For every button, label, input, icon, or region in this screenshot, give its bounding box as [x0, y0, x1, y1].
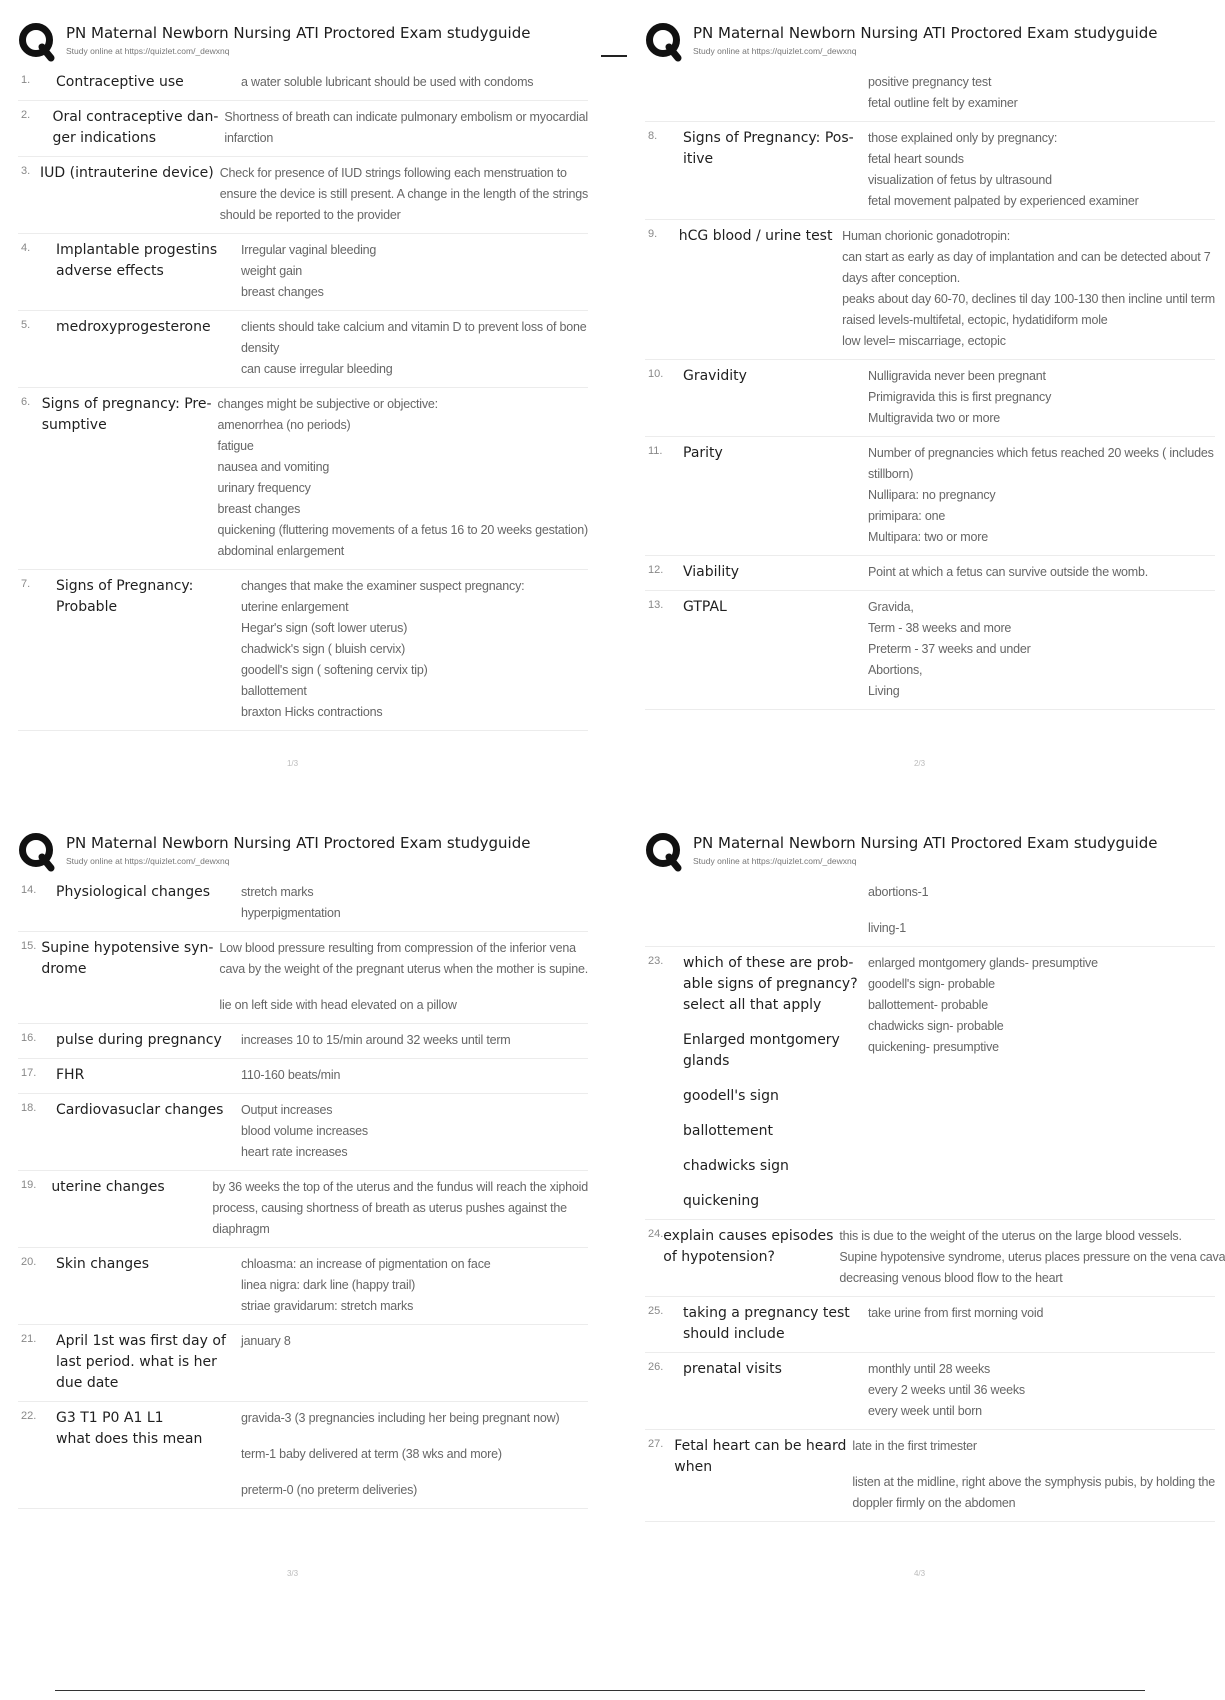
definition-cell — [241, 1030, 588, 1051]
definition-line: Preterm - 37 weeks and under — [868, 642, 1031, 656]
term-line: prenatal visits — [683, 1361, 782, 1377]
definition-line: Multigravida two or more — [868, 411, 1001, 425]
definition-line: uterine enlargement — [241, 600, 349, 614]
line-gap — [683, 1177, 862, 1191]
definition-line: positive pregnancy test — [868, 75, 992, 89]
definition-line: Primigravida this is first pregnancy — [868, 390, 1052, 404]
definition-line: changes that make the examiner suspect pregnancy: — [241, 579, 525, 593]
term-cell — [56, 576, 241, 723]
term-line: Oral contraceptive dan- — [52, 109, 219, 125]
definition-line: abdominal enlargement — [217, 544, 344, 558]
definition-continued — [645, 72, 1215, 114]
study-page-2 — [627, 0, 1215, 790]
table-row — [18, 1248, 588, 1325]
definition-line: abortions-1 — [868, 885, 929, 899]
term-line: IUD (intrauterine device) — [40, 165, 214, 181]
definition-line: Term - 38 weeks and more — [868, 621, 1012, 635]
term-line: itive — [683, 151, 714, 167]
term-line: pulse during pregnancy — [56, 1032, 222, 1048]
term-cell — [56, 1030, 241, 1051]
definition-line: days after conception. — [842, 271, 961, 285]
table-row — [18, 1024, 588, 1059]
row-number: 22. — [21, 1410, 37, 1422]
definition-line: striae gravidarum: stretch marks — [241, 1299, 414, 1313]
row-number: 3. — [21, 165, 31, 177]
definition-line: quickening (fluttering movements of a fetus 16 to 20 weeks gestation) — [217, 523, 588, 537]
definition-cell — [241, 882, 588, 924]
definition-cell — [219, 938, 588, 1016]
term-line: uterine changes — [51, 1179, 165, 1195]
definition-line: listen at the midline, right above the symphysis pubis, by holding the — [852, 1475, 1215, 1489]
table-row — [18, 932, 588, 1024]
term-cell — [40, 163, 220, 226]
definition-line: Gravida, — [868, 600, 914, 614]
row-number: 13. — [648, 599, 664, 611]
definition-line: hyperpigmentation — [241, 906, 341, 920]
definition-line: a water soluble lubricant should be used with condoms — [241, 75, 534, 89]
definition-line: raised levels-multifetal, ectopic, hydatidiform mole — [842, 313, 1108, 327]
table-row — [18, 876, 588, 932]
definition-continued — [645, 882, 1215, 939]
page-subtitle-link[interactable]: Study online at https://quizlet.com/_dewxnq — [693, 856, 857, 866]
page-subtitle-link[interactable]: Study online at https://quizlet.com/_dewxnq — [66, 856, 230, 866]
continued-row — [645, 66, 1215, 122]
definition-line: lie on left side with head elevated on a pillow — [219, 998, 457, 1012]
row-number: 4. — [21, 242, 31, 254]
term-cell — [41, 938, 219, 1016]
definition-line: chadwick's sign ( bluish cervix) — [241, 642, 406, 656]
term-line: Viability — [683, 564, 740, 580]
table-row — [645, 437, 1215, 556]
table-row — [645, 591, 1215, 710]
definition-line: Check for presence of IUD strings following each menstruation to — [219, 166, 567, 180]
table-row — [18, 1171, 588, 1248]
row-number: 15. — [21, 940, 37, 952]
definition-cell — [868, 597, 1215, 702]
definition-line: Living — [868, 684, 900, 698]
term-line: G3 T1 P0 A1 L1 — [56, 1410, 164, 1426]
definition-cell — [224, 107, 588, 149]
definition-cell — [241, 1408, 588, 1501]
term-cell — [683, 597, 868, 702]
definition-line: every 2 weeks until 36 weeks — [868, 1383, 1025, 1397]
term-line: ger indications — [52, 130, 157, 146]
definition-line: goodell's sign- probable — [868, 977, 995, 991]
page-number: 1/3 — [286, 759, 299, 768]
table-row — [18, 1059, 588, 1094]
definition-line: ensure the device is still present. A change in the length of the strings — [219, 187, 588, 201]
definition-line: changes might be subjective or objective: — [217, 397, 438, 411]
definition-line: doppler firmly on the abdomen — [852, 1496, 1016, 1510]
term-cell — [56, 240, 241, 303]
table-row — [18, 66, 588, 101]
definition-line: cava by the weight of the pregnant uterus when the mother is supine. — [219, 962, 588, 976]
definition-line: take urine from first morning void — [868, 1306, 1044, 1320]
definition-line: Low blood pressure resulting from compression of the inferior vena — [219, 941, 576, 955]
term-line: which of these are prob- — [683, 955, 854, 971]
table-row — [645, 1430, 1215, 1522]
term-line: goodell's sign — [683, 1088, 779, 1104]
definition-line: nausea and vomiting — [217, 460, 330, 474]
row-number: 10. — [648, 368, 664, 380]
term-cell — [56, 1100, 241, 1163]
definition-cell — [241, 317, 588, 380]
row-number: 23. — [648, 955, 664, 967]
term-cell — [683, 562, 868, 583]
row-number: 27. — [648, 1438, 664, 1450]
page-subtitle-link[interactable]: Study online at https://quizlet.com/_dewxnq — [693, 46, 857, 56]
definition-line: term-1 baby delivered at term (38 wks and more) — [241, 1447, 502, 1461]
term-line: last period. what is her — [56, 1354, 217, 1370]
term-line: drome — [41, 961, 87, 977]
definition-cell — [241, 1331, 588, 1394]
definition-line: Nullipara: no pregnancy — [868, 488, 996, 502]
term-line: taking a pregnancy test — [683, 1305, 850, 1321]
definition-line: Nulligravida never been pregnant — [868, 369, 1046, 383]
term-cell — [42, 394, 218, 562]
table-row — [645, 1353, 1215, 1430]
divider-dash — [601, 55, 627, 57]
row-number: 21. — [21, 1333, 37, 1345]
page-title: PN Maternal Newborn Nursing ATI Proctored Exam studyguide — [693, 834, 1158, 852]
term-line: Supine hypotensive syn- — [41, 940, 214, 956]
term-cell — [56, 1331, 241, 1394]
row-number: 19. — [21, 1179, 37, 1191]
table-row — [18, 1402, 588, 1509]
row-number: 2. — [21, 109, 31, 121]
definition-line: goodell's sign ( softening cervix tip) — [241, 663, 428, 677]
definition-line: decreasing venous blood flow to the heart — [839, 1271, 1063, 1285]
page-header — [645, 22, 1215, 62]
term-line: Enlarged montgomery — [683, 1032, 840, 1048]
definition-line: living-1 — [868, 921, 906, 935]
row-number: 6. — [21, 396, 31, 408]
definition-line: chloasma: an increase of pigmentation on face — [241, 1257, 491, 1271]
term-line: adverse effects — [56, 263, 164, 279]
definition-line: enlarged montgomery glands- presumptive — [868, 956, 1098, 970]
definition-line: Abortions, — [868, 663, 923, 677]
definition-cell — [241, 576, 588, 723]
definition-line: increases 10 to 15/min around 32 weeks until term — [241, 1033, 511, 1047]
row-number: 26. — [648, 1361, 664, 1373]
quizlet-logo-icon — [18, 832, 58, 872]
page-header — [18, 22, 588, 62]
term-cell — [683, 1303, 868, 1345]
flashcard-table — [18, 876, 588, 1509]
definition-line: breast changes — [241, 285, 324, 299]
row-number: 17. — [21, 1067, 37, 1079]
definition-line: Irregular vaginal bleeding — [241, 243, 377, 257]
definition-line: Supine hypotensive syndrome, uterus places pressure on the vena cava — [839, 1250, 1225, 1264]
study-page-4 — [627, 810, 1225, 1600]
definition-line: january 8 — [241, 1334, 291, 1348]
term-line: Signs of Pregnancy: Pos- — [683, 130, 854, 146]
term-cell — [683, 443, 868, 548]
table-row — [18, 234, 588, 311]
row-number: 5. — [21, 319, 31, 331]
definition-cell — [842, 226, 1215, 352]
definition-line: 110-160 beats/min — [241, 1068, 341, 1082]
row-number: 24. — [648, 1228, 664, 1240]
definition-cell — [868, 562, 1215, 583]
table-row — [645, 1297, 1215, 1353]
term-line: when — [674, 1459, 713, 1475]
term-line: of hypotension? — [663, 1249, 775, 1265]
definition-line: stillborn) — [868, 467, 914, 481]
quizlet-logo-icon — [645, 832, 685, 872]
definition-line: fatigue — [217, 439, 254, 453]
definition-line: braxton Hicks contractions — [241, 705, 383, 719]
row-number: 14. — [21, 884, 37, 896]
term-cell — [51, 1177, 212, 1240]
term-line: select all that apply — [683, 997, 822, 1013]
definition-line: blood volume increases — [241, 1124, 368, 1138]
term-line: what does this mean — [56, 1431, 203, 1447]
continued-row — [645, 876, 1215, 947]
term-line: due date — [56, 1375, 119, 1391]
row-number: 20. — [21, 1256, 37, 1268]
definition-cell — [868, 953, 1215, 1212]
definition-cell — [839, 1226, 1225, 1289]
definition-line: ballottement — [241, 684, 307, 698]
quizlet-logo-icon — [18, 22, 58, 62]
row-number: 7. — [21, 578, 31, 590]
table-row — [645, 122, 1215, 220]
study-page-1 — [0, 0, 588, 790]
page-title: PN Maternal Newborn Nursing ATI Proctored Exam studyguide — [66, 834, 531, 852]
term-line: glands — [683, 1053, 730, 1069]
term-cell — [52, 107, 224, 149]
study-page-3 — [0, 810, 588, 1600]
definition-line: Output increases — [241, 1103, 333, 1117]
table-row — [18, 1325, 588, 1402]
definition-line: fetal movement palpated by experienced examiner — [868, 194, 1139, 208]
line-gap — [868, 903, 1215, 918]
line-gap — [241, 1465, 588, 1480]
row-number: 9. — [648, 228, 658, 240]
page-number: 2/3 — [913, 759, 926, 768]
page-title: PN Maternal Newborn Nursing ATI Proctored Exam studyguide — [66, 24, 531, 42]
page-header — [18, 832, 588, 872]
definition-line: visualization of fetus by ultrasound — [868, 173, 1052, 187]
term-cell — [56, 72, 241, 93]
flashcard-table — [645, 876, 1225, 1522]
row-number: 8. — [648, 130, 658, 142]
definition-line: heart rate increases — [241, 1145, 348, 1159]
term-cell — [56, 317, 241, 380]
line-gap — [219, 980, 588, 995]
definition-line: primipara: one — [868, 509, 946, 523]
definition-line: weight gain — [241, 264, 303, 278]
definition-line: clients should take calcium and vitamin D to prevent loss of bone — [241, 320, 587, 334]
definition-line: can cause irregular bleeding — [241, 362, 393, 376]
table-row — [645, 220, 1215, 360]
term-line: Implantable progestins — [56, 242, 218, 258]
definition-cell — [220, 163, 588, 226]
definition-line: ballottement- probable — [868, 998, 988, 1012]
table-row — [645, 1220, 1225, 1297]
table-row — [18, 311, 588, 388]
definition-line: every week until born — [868, 1404, 982, 1418]
term-cell — [683, 1359, 868, 1422]
table-row — [18, 101, 588, 157]
term-line: GTPAL — [683, 599, 727, 615]
row-number: 18. — [21, 1102, 37, 1114]
term-cell — [674, 1436, 852, 1514]
definition-cell — [241, 1065, 588, 1086]
definition-line: quickening- presumptive — [868, 1040, 999, 1054]
table-row — [645, 947, 1215, 1220]
term-line: Parity — [683, 445, 723, 461]
line-gap — [683, 1072, 862, 1086]
table-row — [18, 157, 588, 234]
term-line: able signs of pregnancy? — [683, 976, 858, 992]
term-line: Fetal heart can be heard — [674, 1438, 847, 1454]
definition-line: infarction — [224, 131, 274, 145]
definition-line: monthly until 28 weeks — [868, 1362, 991, 1376]
table-row — [18, 388, 588, 570]
definition-line: Multipara: two or more — [868, 530, 988, 544]
bottom-divider — [55, 1690, 1145, 1691]
definition-line: fetal outline felt by examiner — [868, 96, 1018, 110]
table-row — [18, 570, 588, 731]
definition-line: can start as early as day of implantation and can be detected about 7 — [842, 250, 1211, 264]
definition-cell — [868, 366, 1215, 429]
term-cell — [663, 1226, 839, 1289]
row-number: 11. — [648, 445, 663, 457]
flashcard-table — [18, 66, 588, 731]
definition-line: peaks about day 60-70, declines til day 100-130 then incline until term — [842, 292, 1215, 306]
line-gap — [683, 1016, 862, 1030]
definition-line: should be reported to the provider — [219, 208, 401, 222]
table-row — [18, 1094, 588, 1171]
definition-line: late in the first trimester — [852, 1439, 977, 1453]
term-line: medroxyprogesterone — [56, 319, 211, 335]
definition-cell — [868, 1359, 1215, 1422]
definition-line: stretch marks — [241, 885, 314, 899]
line-gap — [683, 1107, 862, 1121]
definition-cell — [241, 240, 588, 303]
row-number: 1. — [21, 74, 31, 86]
line-gap — [852, 1457, 1215, 1472]
definition-line: density — [241, 341, 280, 355]
page-number: 4/3 — [913, 1569, 926, 1578]
term-line: explain causes episodes — [663, 1228, 834, 1244]
term-line: should include — [683, 1326, 785, 1342]
definition-line: process, causing shortness of breath as uterus pushes against the — [212, 1201, 567, 1215]
definition-cell — [852, 1436, 1215, 1514]
row-number: 12. — [648, 564, 664, 576]
definition-line: Number of pregnancies which fetus reached 20 weeks ( includes — [868, 446, 1214, 460]
definition-cell — [218, 394, 588, 562]
definition-cell — [241, 1100, 588, 1163]
table-row — [645, 556, 1215, 591]
term-line: Contraceptive use — [56, 74, 184, 90]
definition-line: linea nigra: dark line (happy trail) — [241, 1278, 416, 1292]
definition-cell — [241, 72, 588, 93]
term-line: Physiological changes — [56, 884, 211, 900]
row-number: 16. — [21, 1032, 37, 1044]
term-cell — [56, 882, 241, 924]
line-gap — [241, 1429, 588, 1444]
term-line: sumptive — [41, 417, 107, 433]
term-line: chadwicks sign — [683, 1158, 789, 1174]
quizlet-logo-icon — [645, 22, 685, 62]
definition-line: urinary frequency — [217, 481, 311, 495]
term-cell — [56, 1254, 241, 1317]
flashcard-table — [645, 66, 1215, 710]
definition-line: gravida-3 (3 pregnancies including her being pregnant now) — [241, 1411, 560, 1425]
term-line: Skin changes — [56, 1256, 150, 1272]
term-line: April 1st was first day of — [56, 1333, 226, 1349]
definition-line: this is due to the weight of the uterus on the large blood vessels. — [839, 1229, 1182, 1243]
definition-cell — [212, 1177, 588, 1240]
definition-line: diaphragm — [212, 1222, 270, 1236]
term-line: Signs of Pregnancy: — [56, 578, 194, 594]
definition-line: Point at which a fetus can survive outside the womb. — [868, 565, 1149, 579]
term-line: Gravidity — [683, 368, 747, 384]
term-line: Cardiovasuclar changes — [56, 1102, 224, 1118]
term-line: ballottement — [683, 1123, 774, 1139]
term-cell — [683, 128, 868, 212]
term-cell — [683, 953, 868, 1212]
page-header — [645, 832, 1215, 872]
page-number: 3/3 — [286, 1569, 299, 1578]
term-line: Probable — [56, 599, 118, 615]
definition-cell — [868, 128, 1215, 212]
term-cell — [56, 1065, 241, 1086]
definition-line: Hegar's sign (soft lower uterus) — [241, 621, 408, 635]
definition-line: low level= miscarriage, ectopic — [842, 334, 1006, 348]
page-subtitle-link[interactable]: Study online at https://quizlet.com/_dewxnq — [66, 46, 230, 56]
page-title: PN Maternal Newborn Nursing ATI Proctored Exam studyguide — [693, 24, 1158, 42]
line-gap — [683, 1142, 862, 1156]
definition-cell — [868, 1303, 1215, 1345]
term-cell — [679, 226, 842, 352]
term-cell — [56, 1408, 241, 1501]
definition-cell — [241, 1254, 588, 1317]
definition-line: fetal heart sounds — [868, 152, 964, 166]
term-line: hCG blood / urine test — [678, 228, 833, 244]
definition-line: breast changes — [217, 502, 301, 516]
term-cell — [683, 366, 868, 429]
definition-line: by 36 weeks the top of the uterus and the fundus will reach the xiphoid — [212, 1180, 588, 1194]
table-row — [645, 360, 1215, 437]
definition-cell — [868, 443, 1215, 548]
definition-line: those explained only by pregnancy: — [868, 131, 1058, 145]
definition-line: Shortness of breath can indicate pulmonary embolism or myocardial — [224, 110, 588, 124]
term-line: quickening — [683, 1193, 760, 1209]
definition-line: chadwicks sign- probable — [868, 1019, 1004, 1033]
definition-line: preterm-0 (no preterm deliveries) — [241, 1483, 418, 1497]
definition-line: amenorrhea (no periods) — [217, 418, 351, 432]
row-number: 25. — [648, 1305, 664, 1317]
term-line: Signs of pregnancy: Pre- — [41, 396, 212, 412]
term-line: FHR — [56, 1067, 85, 1083]
definition-line: Human chorionic gonadotropin: — [842, 229, 1011, 243]
